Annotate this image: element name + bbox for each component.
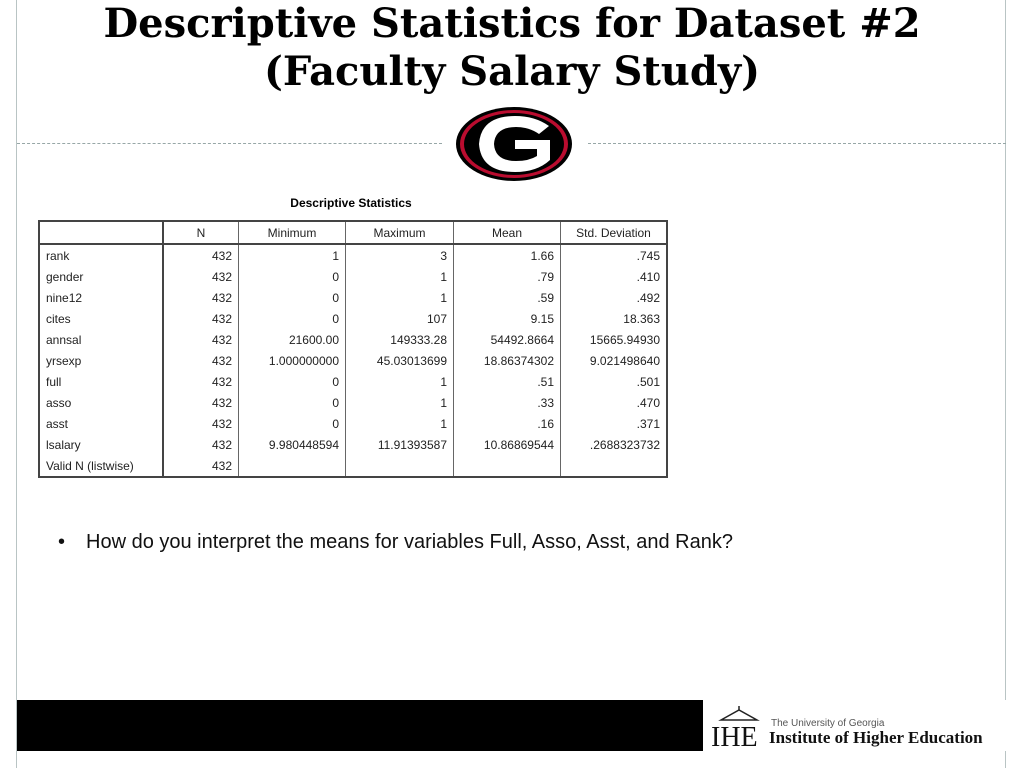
ihe-footer-logo (703, 700, 1006, 751)
cell-mean: .59 (454, 287, 561, 308)
bullet-marker: • (58, 531, 66, 553)
table-header-row (39, 221, 667, 244)
row-label: asso (39, 392, 163, 413)
ihe-building-icon (707, 704, 771, 748)
cell-n: 432 (163, 266, 239, 287)
table-row (39, 266, 667, 287)
cell-minimum (239, 455, 346, 477)
slide-title (0, 0, 1024, 96)
table-row (39, 329, 667, 350)
header-cell-mean: Mean (454, 221, 561, 244)
row-label: yrsexp (39, 350, 163, 371)
row-label: nine12 (39, 287, 163, 308)
ihe-mark-text: IHE (711, 722, 758, 748)
cell-n: 432 (163, 287, 239, 308)
uga-g-logo (453, 104, 575, 184)
cell-minimum: 0 (239, 308, 346, 329)
cell-minimum: 9.980448594 (239, 434, 346, 455)
cell-minimum: 0 (239, 413, 346, 434)
cell-maximum: 11.91393587 (346, 434, 454, 455)
bullet-text: How do you interpret the means for variables Full, Asso, Asst, and Rank? (86, 531, 733, 553)
table-row (39, 244, 667, 266)
cell-maximum (346, 455, 454, 477)
cell-maximum: 1 (346, 413, 454, 434)
cell-maximum: 149333.28 (346, 329, 454, 350)
cell-n: 432 (163, 329, 239, 350)
row-label: rank (39, 244, 163, 266)
cell-n: 432 (163, 371, 239, 392)
slide-title-line-1: Descriptive Statistics for Dataset #2 (103, 0, 921, 47)
cell-n: 432 (163, 350, 239, 371)
header-cell-n: N (163, 221, 239, 244)
cell-maximum: 107 (346, 308, 454, 329)
cell-maximum: 1 (346, 287, 454, 308)
cell-minimum: 21600.00 (239, 329, 346, 350)
header-cell-maximum: Maximum (346, 221, 454, 244)
table-row (39, 434, 667, 455)
cell-std-deviation: .470 (561, 392, 668, 413)
cell-n: 432 (163, 413, 239, 434)
cell-minimum: 1 (239, 244, 346, 266)
cell-n: 432 (163, 455, 239, 477)
header-cell-minimum: Minimum (239, 221, 346, 244)
table-caption: Descriptive Statistics (290, 196, 412, 210)
cell-n: 432 (163, 244, 239, 266)
cell-mean (454, 455, 561, 477)
university-name: The University of Georgia (771, 718, 885, 729)
slide-title-line-2: (Faculty Salary Study) (263, 48, 761, 95)
cell-mean: 1.66 (454, 244, 561, 266)
cell-minimum: 1.000000000 (239, 350, 346, 371)
uga-g-logo-graphic (453, 104, 575, 184)
divider-rule-right (588, 143, 1006, 144)
row-label: full (39, 371, 163, 392)
cell-std-deviation: 15665.94930 (561, 329, 668, 350)
row-label: lsalary (39, 434, 163, 455)
cell-std-deviation: .501 (561, 371, 668, 392)
cell-mean: 18.86374302 (454, 350, 561, 371)
cell-maximum: 3 (346, 244, 454, 266)
cell-mean: 54492.8664 (454, 329, 561, 350)
cell-maximum: 1 (346, 392, 454, 413)
table-row (39, 413, 667, 434)
cell-std-deviation: .410 (561, 266, 668, 287)
cell-std-deviation: .2688323732 (561, 434, 668, 455)
row-label: cites (39, 308, 163, 329)
cell-std-deviation: .492 (561, 287, 668, 308)
cell-mean: .79 (454, 266, 561, 287)
cell-minimum: 0 (239, 287, 346, 308)
cell-maximum: 1 (346, 266, 454, 287)
cell-maximum: 1 (346, 371, 454, 392)
cell-n: 432 (163, 434, 239, 455)
cell-maximum: 45.03013699 (346, 350, 454, 371)
header-cell-corner (39, 221, 163, 244)
cell-mean: .33 (454, 392, 561, 413)
cell-minimum: 0 (239, 266, 346, 287)
descriptive-statistics-table (38, 220, 668, 478)
divider-rule-left (17, 143, 442, 144)
table-row (39, 287, 667, 308)
cell-minimum: 0 (239, 371, 346, 392)
cell-std-deviation: 18.363 (561, 308, 668, 329)
institute-name: Institute of Higher Education (769, 728, 983, 747)
header-cell-std-deviation: Std. Deviation (561, 221, 668, 244)
table-row (39, 392, 667, 413)
table-row (39, 308, 667, 329)
cell-n: 432 (163, 308, 239, 329)
row-label: asst (39, 413, 163, 434)
row-label: Valid N (listwise) (39, 455, 163, 477)
cell-mean: .16 (454, 413, 561, 434)
cell-mean: 10.86869544 (454, 434, 561, 455)
cell-std-deviation (561, 455, 668, 477)
cell-std-deviation: .371 (561, 413, 668, 434)
table-row (39, 371, 667, 392)
table-row (39, 350, 667, 371)
row-label: annsal (39, 329, 163, 350)
cell-minimum: 0 (239, 392, 346, 413)
cell-mean: .51 (454, 371, 561, 392)
row-label: gender (39, 266, 163, 287)
table-row (39, 455, 667, 477)
cell-mean: 9.15 (454, 308, 561, 329)
cell-n: 432 (163, 392, 239, 413)
bullet-item (58, 531, 733, 554)
cell-std-deviation: 9.021498640 (561, 350, 668, 371)
cell-std-deviation: .745 (561, 244, 668, 266)
